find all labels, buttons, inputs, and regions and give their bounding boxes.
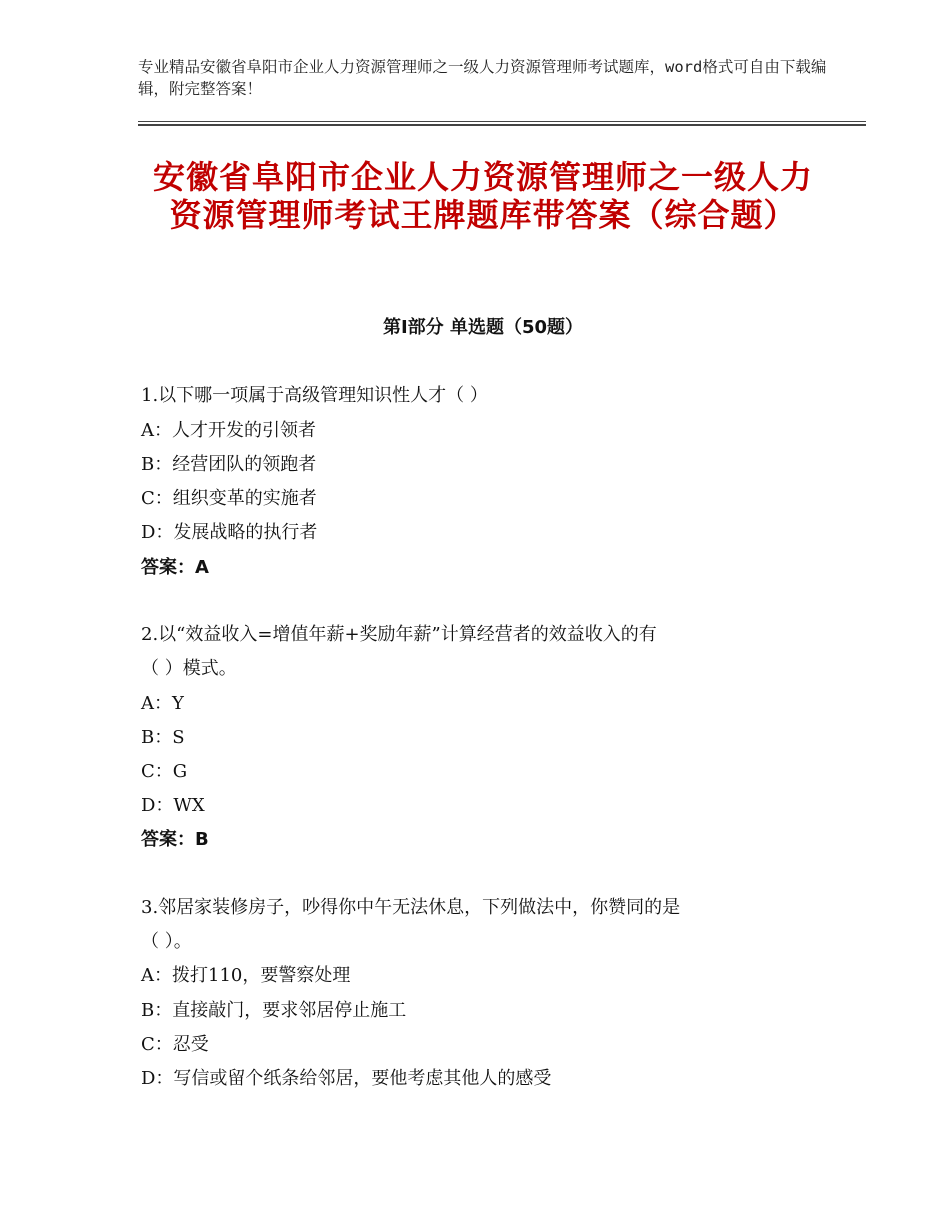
question-2-option-d: D：WX <box>141 795 205 816</box>
question-3-option-d: D：写信或留个纸条给邻居，要他考虑其他人的感受 <box>141 1068 552 1089</box>
question-2-option-c: C：G <box>141 761 188 782</box>
header-note: 专业精品安徽省阜阳市企业人力资源管理师之一级人力资源管理师考试题库，word格式可自由下载编辑，附完整答案！ <box>138 58 827 98</box>
question-2-answer: 答案：B <box>141 829 209 850</box>
question-2-stem: 2.以“效益收入=增值年薪+奖励年薪”计算经营者的效益收入的有 <box>141 624 657 645</box>
question-1-option-d: D：发展战略的执行者 <box>141 522 318 543</box>
document-title: 安徽省阜阳市企业人力资源管理师之一级人力资源管理师考试王牌题库带答案（综合题） <box>152 158 813 234</box>
question-3-stem: 3.邻居家装修房子，吵得你中午无法休息，下列做法中，你赞同的是 <box>141 897 681 918</box>
question-1-answer: 答案：A <box>141 557 209 578</box>
question-1-option-b: B：经营团队的领跑者 <box>141 454 317 475</box>
question-2-option-b: B：S <box>141 727 185 748</box>
question-2-option-a: A：Y <box>141 693 184 714</box>
question-2-stem-continued: （ ）模式。 <box>141 658 237 679</box>
header-divider-thick <box>138 124 866 126</box>
header-divider <box>138 121 866 122</box>
question-3-stem-continued: （ ）。 <box>141 931 192 952</box>
question-1-option-c: C：组织变革的实施者 <box>141 488 317 509</box>
section-heading: 第Ⅰ部分 单选题（50题） <box>382 317 583 338</box>
question-1-option-a: A：人才开发的引领者 <box>141 420 316 441</box>
question-3-option-a: A：拨打110，要警察处理 <box>141 965 351 986</box>
question-1-stem: 1.以下哪一项属于高级管理知识性人才（ ） <box>141 385 488 406</box>
question-3-option-b: B：直接敲门，要求邻居停止施工 <box>141 1000 407 1021</box>
question-3-option-c: C：忍受 <box>141 1034 209 1055</box>
